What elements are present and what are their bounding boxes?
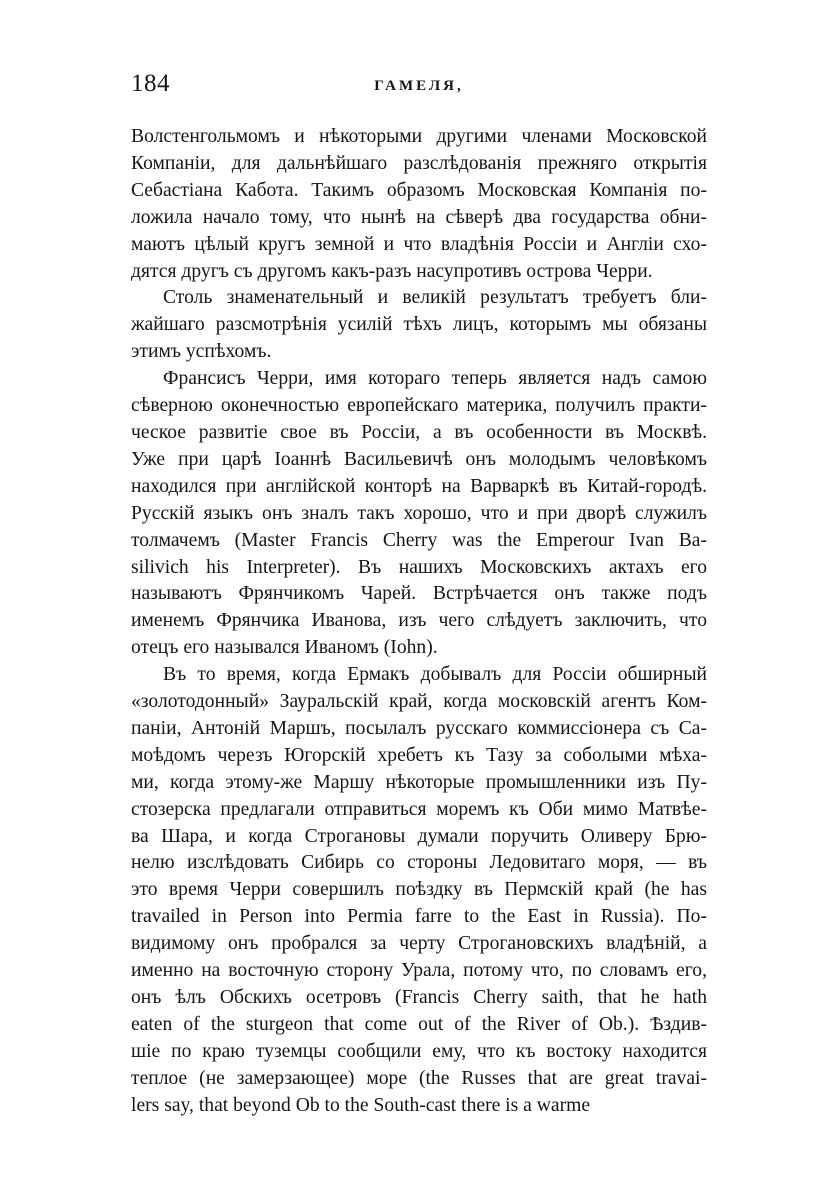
- text-line: дятся другъ съ другомъ какъ-разъ насупротивъ острова Черри.: [131, 260, 653, 282]
- text-line: Русскій языкъ онъ зналъ такъ хорошо, что и при дворѣ служилъ: [131, 502, 707, 524]
- text-line: ми, когда этому-же Маршу нѣкоторые промышленники изъ Пу-: [131, 771, 707, 793]
- text-line: паніи, Антоній Маршъ, посылалъ русскаго коммиссіонера съ Са-: [131, 717, 707, 739]
- text-line: «золотодонный» Зауральскій край, когда московскій агентъ Ком-: [131, 691, 707, 713]
- text-line: именно на восточную сторону Урала, потому что, по словамъ его,: [131, 960, 707, 982]
- paragraph-3: [131, 366, 707, 662]
- text-line: Волстенгольмомъ и нѣкоторыми другими членами Московской: [131, 126, 707, 147]
- text-line: Компаніи, для дальнѣйшаго разслѣдованія прежняго открытія: [131, 152, 707, 174]
- text-line: Франсисъ Черри, имя котораго теперь является надъ самою: [163, 368, 707, 390]
- text-line: ложила начало тому, что нынѣ на сѣверѣ два государства обни-: [131, 206, 707, 228]
- page-number: 184: [131, 70, 170, 97]
- text-line: Себастіана Кабота. Такимъ образомъ Московская Компанія по-: [131, 179, 707, 201]
- text-line: сѣверною оконечностью европейскаго материка, получилъ практи-: [131, 395, 707, 417]
- paragraph-1: [131, 124, 707, 285]
- text-line: eaten of the sturgeon that come out of the River of Ob.). Ѣздив-: [131, 1013, 707, 1035]
- text-line: находился при англійской конторѣ на Варваркѣ въ Китай-городѣ.: [131, 475, 707, 497]
- text-line: онъ ѣлъ Обскихъ осетровъ (Francis Cherry saith, that he hath: [131, 987, 707, 1008]
- running-head: ГАМЕЛЯ,: [374, 78, 464, 94]
- text-line: жайшаго разсмотрѣнія усилій тѣхъ лицъ, которымъ мы обязаны: [131, 314, 707, 336]
- text-line: моѣдомъ черезъ Югорскій хребетъ къ Тазу за соболыми мѣха-: [131, 744, 707, 766]
- page-header: [131, 70, 707, 110]
- text-line: называютъ Фрянчикомъ Чарей. Встрѣчается онъ также подъ: [131, 583, 707, 605]
- paragraph-2: [131, 285, 707, 366]
- text-line: маютъ цѣлый кругъ земной и что владѣнія Россіи и Англіи схо-: [131, 233, 707, 255]
- text-line: travailed in Person into Permia farre to the East in Russia). По-: [131, 906, 707, 928]
- text-line: отецъ его назывался Иваномъ (Iohn).: [131, 637, 438, 659]
- text-line: lers say, that beyond Ob to the South-cast there is a warme: [131, 1094, 591, 1116]
- text-line: стозерска предлагали отправиться моремъ къ Оби мимо Матвѣе-: [131, 798, 707, 820]
- text-line: silivich his Interpreter). Въ нашихъ Московскихъ актахъ его: [131, 556, 707, 578]
- text-line: теплое (не замерзающее) море (the Russes that are great travai-: [131, 1067, 707, 1089]
- text-line: нелю изслѣдовать Сибирь со стороны Ледовитаго моря, — въ: [131, 852, 707, 874]
- text-line: это время Черри совершилъ поѣздку въ Пермскій край (he has: [131, 879, 707, 901]
- text-line: Въ то время, когда Ермакъ добывалъ для Россіи обширный: [163, 664, 707, 686]
- text-line: ческое развитіе свое въ Россіи, а въ особенности въ Москвѣ.: [131, 421, 707, 443]
- paragraph-4: [131, 662, 707, 1119]
- text-line: Уже при царѣ Іоаннѣ Васильевичѣ онъ молодымъ человѣкомъ: [131, 448, 707, 470]
- text-line: Столь знаменательный и великій результатъ требуетъ бли-: [163, 287, 707, 309]
- text-line: шіе по краю туземцы сообщили ему, что къ востоку находится: [131, 1040, 707, 1062]
- body-text: [131, 124, 707, 1120]
- text-line: видимому онъ пробрался за черту Строгановскихъ владѣній, а: [131, 933, 707, 955]
- text-line: именемъ Фрянчика Иванова, изъ чего слѣдуетъ заключить, что: [131, 610, 707, 632]
- text-line: этимъ успѣхомъ.: [131, 341, 272, 363]
- text-line: толмачемъ (Master Francis Cherry was the Emperour Ivan Ba-: [131, 529, 707, 551]
- text-line: ва Шара, и когда Строгановы думали поручить Оливеру Брю-: [131, 825, 707, 847]
